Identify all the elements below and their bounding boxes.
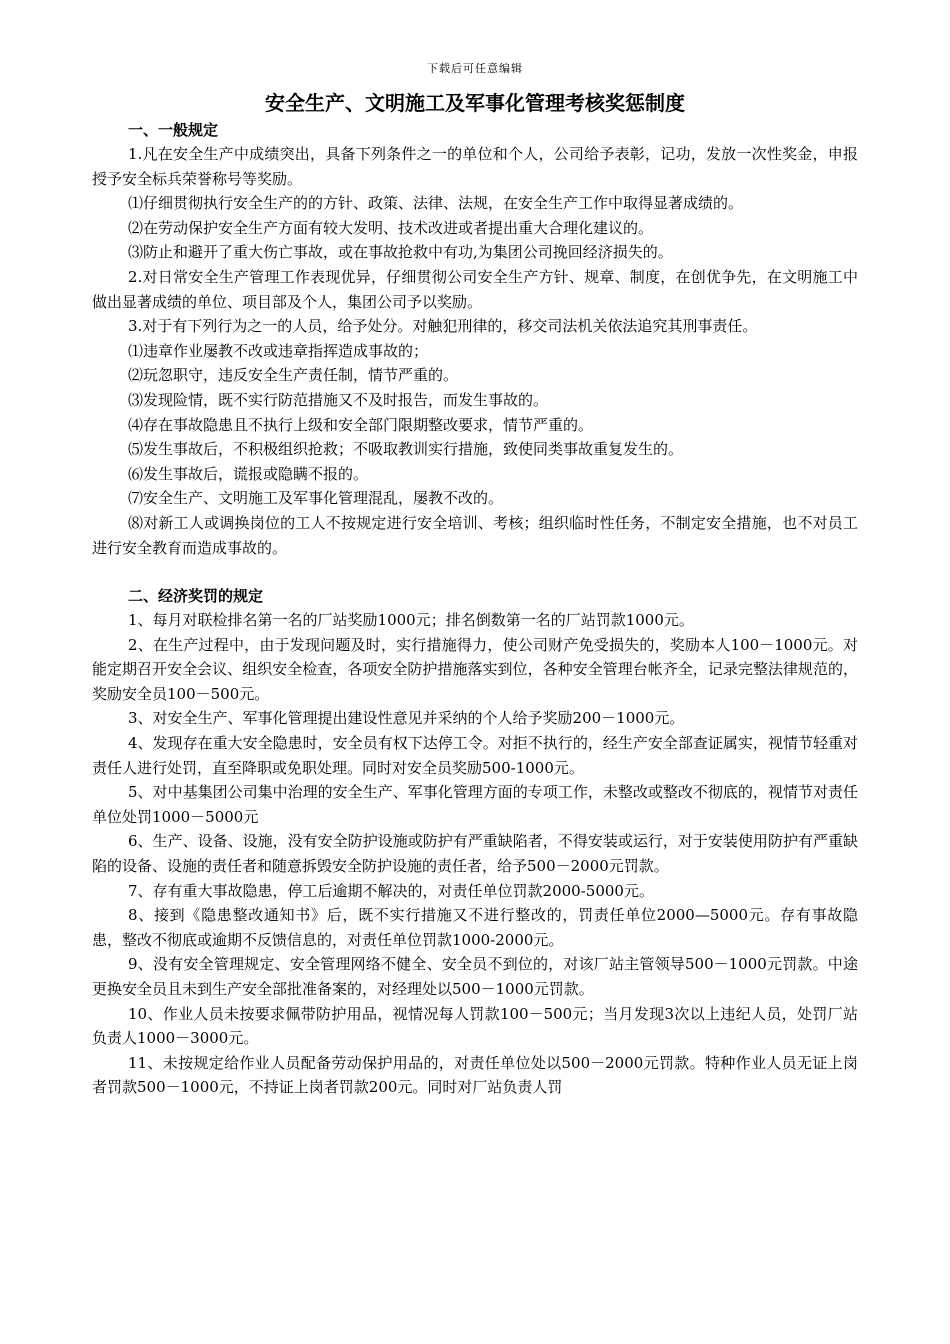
header-note: 下载后可任意编辑 bbox=[427, 62, 523, 75]
paragraph: 11、未按规定给作业人员配备劳动保护用品的，对责任单位处以500－2000元罚款。特种作业人员无证上岗者罚款500－1000元，不持证上岗者罚款200元。同时对厂站负责人罚 bbox=[92, 1053, 858, 1097]
paragraph: ⑶防止和避开了重大伤亡事故，或在事故抢救中有功,为集团公司挽回经济损失的。 bbox=[128, 243, 673, 262]
paragraph: ⑵在劳动保护安全生产方面有较大发明、技术改进或者提出重大合理化建议的。 bbox=[128, 218, 654, 237]
section-general-rules bbox=[92, 118, 858, 560]
paragraph: 3.对于有下列行为之一的人员，给予处分。对触犯刑律的，移交司法机关依法追究其刑事责任。 bbox=[128, 317, 758, 336]
section-spacer bbox=[92, 560, 858, 584]
paragraph: 1.凡在安全生产中成绩突出，具备下列条件之一的单位和个人，公司给予表彰，记功，发放一次性奖金，申报授予安全标兵荣誉称号等奖励。 bbox=[92, 145, 858, 188]
paragraph: 4、发现存在重大安全隐患时，安全员有权下达停工令。对拒不执行的，经生产安全部查证属实，视情节轻重对责任人进行处罚，直至降职或免职处理。同时对安全员奖励500-1000元。 bbox=[92, 734, 858, 777]
section-heading: 二、经济奖罚的规定 bbox=[128, 587, 264, 606]
paragraph: ⑴仔细贯彻执行安全生产的的方针、政策、法律、法规，在安全生产工作中取得显著成绩的。 bbox=[128, 194, 744, 213]
paragraph: ⑷存在事故隐患且不执行上级和安全部门限期整改要求，情节严重的。 bbox=[128, 415, 594, 434]
paragraph: ⑸发生事故后，不积极组织抢救；不吸取教训实行措施，致使同类事故重复发生的。 bbox=[128, 440, 684, 459]
section-heading: 一、一般规定 bbox=[128, 121, 219, 139]
paragraph: 5、对中基集团公司集中治理的安全生产、军事化管理方面的专项工作，未整改或整改不彻底的，视情节对责任单位处罚1000－5000元 bbox=[92, 783, 858, 826]
paragraph: 1、每月对联检排名第一名的厂站奖励1000元；排名倒数第一名的厂站罚款1000元。 bbox=[128, 611, 694, 630]
paragraph: 7、存有重大事故隐患，停工后逾期不解决的，对责任单位罚款2000-5000元。 bbox=[128, 881, 654, 900]
paragraph: 10、作业人员未按要求佩带防护用品，视情况每人罚款100－500元；当月发现3次以上违纪人员，处罚厂站负责人1000－3000元。 bbox=[92, 1004, 858, 1048]
paragraph: 2、在生产过程中，由于发现问题及时，实行措施得力，使公司财产免受损失的，奖励本人100－1000元。对能定期召开安全会议、组织安全检查，各项安全防护措施落实到位，各种安全管理台帐齐全，记录完整法律规范的，奖励安全员100－500元。 bbox=[92, 635, 858, 703]
paragraph: ⑶发现险情，既不实行防范措施又不及时报告，而发生事故的。 bbox=[128, 390, 549, 409]
paragraph: 3、对安全生产、军事化管理提出建设性意见并采纳的个人给予奖励200－1000元。 bbox=[128, 709, 685, 728]
paragraph: 8、接到《隐患整改通知书》后，既不实行措施又不进行整改的，罚责任单位2000—5000元。存有事故隐患，整改不彻底或逾期不反馈信息的，对责任单位罚款1000-2000元。 bbox=[92, 906, 858, 949]
section-economic-rules bbox=[92, 584, 858, 1100]
paragraph: ⑴违章作业屡教不改或违章指挥造成事故的； bbox=[128, 341, 429, 360]
document-title: 安全生产、文明施工及军事化管理考核奖惩制度 bbox=[265, 91, 685, 115]
paragraph: 6、生产、设备、设施，没有安全防护设施或防护有严重缺陷者，不得安装或运行，对于安装使用防护有严重缺陷的设备、设施的责任者和随意拆毁安全防护设施的责任者，给予500－2000元罚款。 bbox=[92, 832, 858, 876]
paragraph: ⑵玩忽职守，违反安全生产责任制，情节严重的。 bbox=[128, 366, 459, 385]
paragraph: ⑺安全生产、文明施工及军事化管理混乱，屡教不改的。 bbox=[128, 489, 504, 508]
paragraph: 9、没有安全管理规定、安全管理网络不健全、安全员不到位的，对该厂站主管领导500－1000元罚款。中途更换安全员且未到生产安全部批准备案的，对经理处以500－1000元罚款。 bbox=[92, 955, 858, 998]
paragraph: ⑹发生事故后，谎报或隐瞒不报的。 bbox=[128, 464, 369, 483]
paragraph: 2.对日常安全生产管理工作表现优异，仔细贯彻公司安全生产方针、规章、制度，在创优争先，在文明施工中做出显著成绩的单位、项目部及个人，集团公司予以奖励。 bbox=[92, 267, 858, 311]
paragraph: ⑻对新工人或调换岗位的工人不按规定进行安全培训、考核；组织临时性任务，不制定安全措施，也不对员工进行安全教育而造成事故的。 bbox=[92, 513, 858, 557]
